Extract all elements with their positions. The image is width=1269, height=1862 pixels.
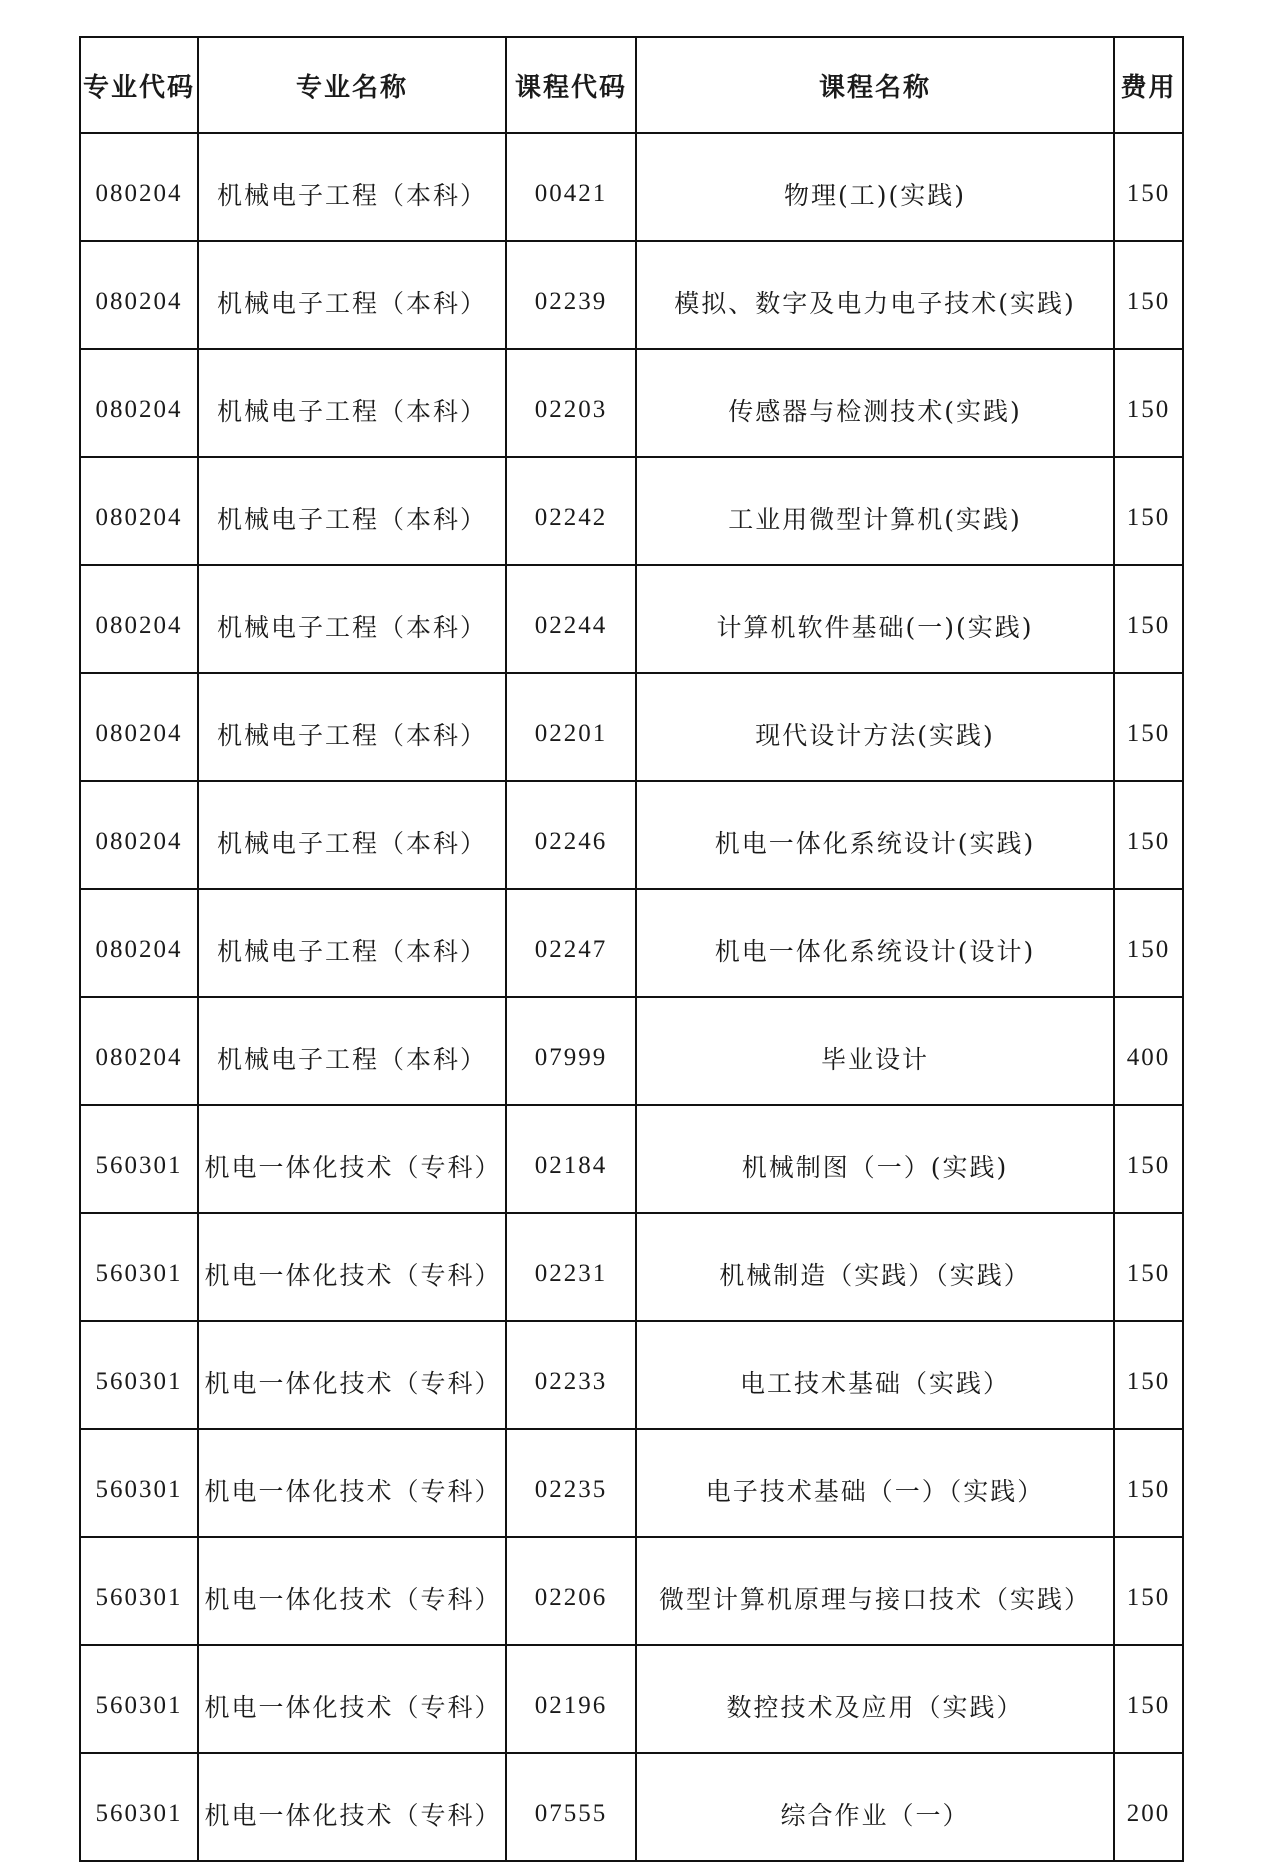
table-row [80, 1429, 1183, 1537]
major-name-cell: 机械电子工程（本科） [198, 457, 506, 565]
course-code-cell: 02231 [506, 1213, 636, 1321]
fee-cell: 150 [1114, 133, 1183, 241]
course-code-cell: 00421 [506, 133, 636, 241]
course-code-cell: 02233 [506, 1321, 636, 1429]
course-code-cell: 02235 [506, 1429, 636, 1537]
fee-cell: 150 [1114, 1645, 1183, 1753]
major-name-cell: 机电一体化技术（专科） [198, 1105, 506, 1213]
fee-cell: 150 [1114, 1105, 1183, 1213]
major-name-cell: 机械电子工程（本科） [198, 781, 506, 889]
major-code-cell: 080204 [80, 349, 198, 457]
fee-cell: 150 [1114, 241, 1183, 349]
course-name-cell: 物理(工)(实践) [636, 133, 1114, 241]
table-header-row [80, 37, 1183, 133]
table-row [80, 1213, 1183, 1321]
table-row [80, 1321, 1183, 1429]
course-name-cell: 计算机软件基础(一)(实践) [636, 565, 1114, 673]
major-code-cell: 080204 [80, 133, 198, 241]
major-code-cell: 080204 [80, 457, 198, 565]
course-fee-table [79, 36, 1184, 1862]
major-name-cell: 机电一体化技术（专科） [198, 1213, 506, 1321]
header-major-code: 专业代码 [80, 37, 198, 133]
major-name-cell: 机械电子工程（本科） [198, 241, 506, 349]
course-name-cell: 机械制造（实践）（实践） [636, 1213, 1114, 1321]
major-name-cell: 机械电子工程（本科） [198, 889, 506, 997]
major-code-cell: 080204 [80, 781, 198, 889]
major-name-cell: 机电一体化技术（专科） [198, 1429, 506, 1537]
fee-cell: 150 [1114, 1537, 1183, 1645]
fee-cell: 150 [1114, 889, 1183, 997]
course-code-cell: 07999 [506, 997, 636, 1105]
header-course-name: 课程名称 [636, 37, 1114, 133]
table-row [80, 349, 1183, 457]
major-code-cell: 560301 [80, 1105, 198, 1213]
major-name-cell: 机械电子工程（本科） [198, 673, 506, 781]
table-row [80, 133, 1183, 241]
header-fee: 费用 [1114, 37, 1183, 133]
course-name-cell: 电子技术基础（一）（实践） [636, 1429, 1114, 1537]
course-name-cell: 机械制图（一）(实践) [636, 1105, 1114, 1213]
course-name-cell: 模拟、数字及电力电子技术(实践) [636, 241, 1114, 349]
table-row [80, 781, 1183, 889]
fee-cell: 150 [1114, 673, 1183, 781]
course-code-cell: 02242 [506, 457, 636, 565]
course-name-cell: 电工技术基础（实践） [636, 1321, 1114, 1429]
course-name-cell: 数控技术及应用（实践） [636, 1645, 1114, 1753]
course-name-cell: 机电一体化系统设计(实践) [636, 781, 1114, 889]
course-code-cell: 02184 [506, 1105, 636, 1213]
major-code-cell: 080204 [80, 997, 198, 1105]
table-row [80, 1753, 1183, 1861]
table-row [80, 1645, 1183, 1753]
fee-cell: 150 [1114, 1321, 1183, 1429]
course-code-cell: 07555 [506, 1753, 636, 1861]
major-code-cell: 560301 [80, 1537, 198, 1645]
fee-cell: 200 [1114, 1753, 1183, 1861]
fee-cell: 150 [1114, 781, 1183, 889]
major-name-cell: 机械电子工程（本科） [198, 565, 506, 673]
course-code-cell: 02247 [506, 889, 636, 997]
table-row [80, 457, 1183, 565]
major-name-cell: 机电一体化技术（专科） [198, 1645, 506, 1753]
course-code-cell: 02246 [506, 781, 636, 889]
major-code-cell: 080204 [80, 673, 198, 781]
course-name-cell: 工业用微型计算机(实践) [636, 457, 1114, 565]
fee-table-container [79, 36, 1182, 1862]
fee-cell: 150 [1114, 349, 1183, 457]
major-name-cell: 机电一体化技术（专科） [198, 1753, 506, 1861]
course-name-cell: 毕业设计 [636, 997, 1114, 1105]
major-code-cell: 560301 [80, 1321, 198, 1429]
fee-cell: 150 [1114, 565, 1183, 673]
major-code-cell: 560301 [80, 1645, 198, 1753]
major-code-cell: 080204 [80, 241, 198, 349]
course-code-cell: 02206 [506, 1537, 636, 1645]
table-row [80, 889, 1183, 997]
major-code-cell: 080204 [80, 889, 198, 997]
course-code-cell: 02244 [506, 565, 636, 673]
table-row [80, 997, 1183, 1105]
major-code-cell: 560301 [80, 1753, 198, 1861]
major-code-cell: 560301 [80, 1429, 198, 1537]
course-code-cell: 02201 [506, 673, 636, 781]
table-row [80, 241, 1183, 349]
fee-cell: 400 [1114, 997, 1183, 1105]
course-name-cell: 传感器与检测技术(实践) [636, 349, 1114, 457]
table-row [80, 1537, 1183, 1645]
major-name-cell: 机械电子工程（本科） [198, 997, 506, 1105]
major-name-cell: 机械电子工程（本科） [198, 133, 506, 241]
course-name-cell: 综合作业（一） [636, 1753, 1114, 1861]
major-name-cell: 机械电子工程（本科） [198, 349, 506, 457]
course-code-cell: 02239 [506, 241, 636, 349]
course-code-cell: 02203 [506, 349, 636, 457]
major-name-cell: 机电一体化技术（专科） [198, 1537, 506, 1645]
major-code-cell: 080204 [80, 565, 198, 673]
course-name-cell: 微型计算机原理与接口技术（实践） [636, 1537, 1114, 1645]
table-row [80, 673, 1183, 781]
course-name-cell: 现代设计方法(实践) [636, 673, 1114, 781]
course-code-cell: 02196 [506, 1645, 636, 1753]
fee-cell: 150 [1114, 1213, 1183, 1321]
fee-cell: 150 [1114, 1429, 1183, 1537]
fee-cell: 150 [1114, 457, 1183, 565]
header-course-code: 课程代码 [506, 37, 636, 133]
major-code-cell: 560301 [80, 1213, 198, 1321]
major-name-cell: 机电一体化技术（专科） [198, 1321, 506, 1429]
course-name-cell: 机电一体化系统设计(设计) [636, 889, 1114, 997]
table-row [80, 1105, 1183, 1213]
header-major-name: 专业名称 [198, 37, 506, 133]
table-row [80, 565, 1183, 673]
